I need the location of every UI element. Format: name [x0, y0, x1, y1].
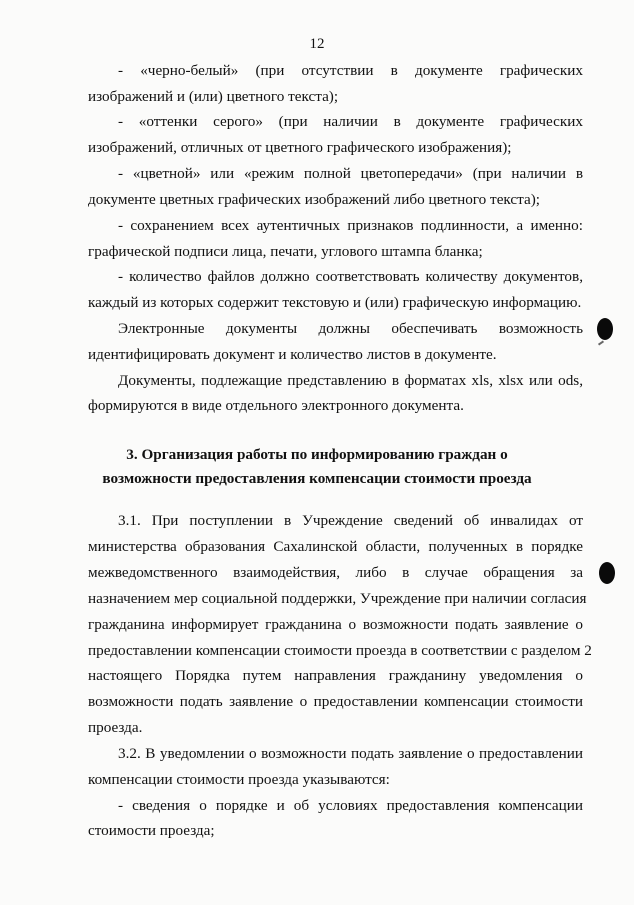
text-line: - сохранением всех аутентичных признаков подлинности, а именно:: [118, 217, 583, 234]
text-line: 3.1. При поступлении в Учреждение сведений об инвалидах от: [118, 512, 583, 529]
text-line: 3.2. В уведомлении о возможности подать заявление о предоставлении: [118, 745, 583, 762]
text-line: каждый из которых содержит текстовую и (или) графическую информацию.: [88, 294, 582, 311]
punch-hole-dot: [599, 562, 615, 584]
punch-hole-dot: [597, 318, 613, 340]
text-line: назначением мер социальной поддержки, Учреждение при наличии согласия: [88, 590, 587, 607]
page-number: 12: [309, 36, 325, 52]
text-line: документе цветных графических изображений либо цветного текста);: [88, 191, 541, 208]
text-line: министерства образования Сахалинской области, полученных в порядке: [88, 538, 583, 555]
text-line: - «цветной» или «режим полной цветопередачи» (при наличии в: [118, 165, 583, 182]
text-line: - «черно-белый» (при отсутствии в документе графических: [118, 62, 583, 79]
text-line: межведомственного взаимодействия, либо в случае обращения за: [88, 564, 583, 581]
text-line: гражданина информирует гражданина о возможности подать заявление о: [88, 616, 583, 633]
section-title: 3. Организация работы по информированию граждан о: [126, 446, 508, 463]
text-line: компенсации стоимости проезда указываются:: [88, 771, 390, 788]
text-line: возможности подать заявление о предоставлении компенсации стоимости: [88, 693, 583, 710]
text-line: Электронные документы должны обеспечивать возможность: [118, 320, 583, 337]
text-line: изображений, отличных от цветного графического изображения);: [88, 139, 512, 156]
text-line: предоставлении компенсации стоимости проезда в соответствии с разделом 2: [88, 642, 592, 659]
text-line: - сведения о порядке и об условиях предоставления компенсации: [118, 797, 583, 814]
text-line: настоящего Порядка путем направления гражданину уведомления о: [88, 667, 583, 684]
text-line: изображений и (или) цветного текста);: [88, 88, 339, 105]
text-line: стоимости проезда;: [88, 822, 215, 839]
text-line: идентифицировать документ и количество листов в документе.: [88, 346, 497, 363]
text-line: графической подписи лица, печати, углового штампа бланка;: [88, 243, 483, 260]
scan-mark: [598, 340, 604, 345]
text-line: Документы, подлежащие представлению в форматах xls, xlsx или ods,: [118, 372, 583, 389]
text-line: - количество файлов должно соответствовать количеству документов,: [118, 268, 583, 285]
section-title: возможности предоставления компенсации стоимости проезда: [102, 470, 532, 487]
text-line: - «оттенки серого» (при наличии в документе графических: [118, 113, 583, 130]
text-line: проезда.: [88, 719, 143, 736]
text-line: формируются в виде отдельного электронного документа.: [88, 397, 464, 414]
